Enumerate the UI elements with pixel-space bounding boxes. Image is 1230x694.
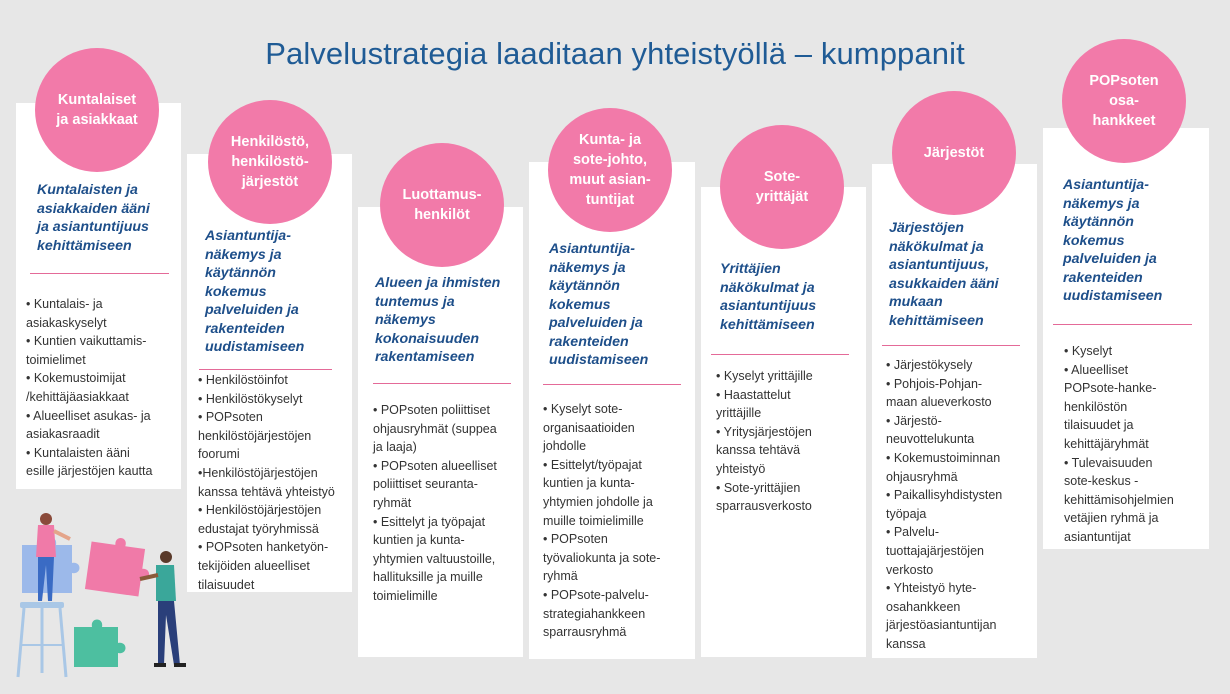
list-item: • Kokemustoiminnan ohjausryhmä <box>886 450 1001 484</box>
list-item: • Kuntien vaikuttamis- toimielimet <box>26 334 147 367</box>
list-item: • Esittelyt/työpajat kuntien ja kunta- yhtymien johdolle ja muille toimielimille <box>543 457 653 528</box>
column-circle-henkilosto: Henkilöstö, henkilöstö- järjestöt <box>208 100 332 224</box>
list-item: • Paikallisyhdistysten työpaja <box>886 488 1003 521</box>
list-item: • Kuntalais- ja asiakaskyselyt <box>26 297 107 330</box>
list-item: • Kyselyt <box>1064 344 1113 358</box>
column-heading: Järjestöjen näkökulmat ja asiantuntijuus, asukkaiden ääni mukaan kehittämiseen <box>889 220 999 329</box>
column-circle-kuntalaiset: Kuntalaiset ja asiakkaat <box>35 48 159 172</box>
column-divider <box>30 273 169 274</box>
list-item: • Esittelyt ja työpajat kuntien ja kunta- yhtymien valtuustoille, hallituksille ja muille toimielimille <box>373 514 496 603</box>
list-item: • Yritysjärjestöjen kanssa tehtävä yhteistyö <box>716 424 812 476</box>
list-item: •Henkilöstöjärjestöjen kanssa tehtävä yhteistyö <box>198 465 335 499</box>
column-circle-sote-yrittajat: Sote- yrittäjät <box>720 125 844 249</box>
puzzle-piece-pink-icon <box>85 534 154 598</box>
column-items <box>716 367 862 516</box>
list-item: • Henkilöstökyselyt <box>198 391 303 406</box>
list-item: • POPsoten henkilöstöjärjestöjen foorumi <box>198 410 312 462</box>
column-heading: Asiantuntija- näkemys ja käytännön kokemus palveluiden ja rakenteiden uudistamiseen <box>1063 177 1163 304</box>
column-circle-kunta-sote-johto: Kunta- ja sote-johto, muut asian- tuntijat <box>548 108 672 232</box>
column-items <box>26 295 179 481</box>
list-item: • Järjestökysely <box>886 358 973 372</box>
column-divider <box>373 383 511 384</box>
list-item: • POPsote-palvelu- strategiahankkeen sparrausryhmä <box>543 587 649 640</box>
page-title: Palvelustrategia laaditaan yhteistyöllä – kumppanit <box>265 36 965 71</box>
column-divider <box>1053 324 1192 325</box>
list-item: • POPsoten alueelliset poliittiset seuranta- ryhmät <box>373 458 497 510</box>
list-item: • Kyselyt sote- organisaatioiden johdolle <box>543 402 635 454</box>
list-item: • Kyselyt yrittäjille <box>716 369 813 383</box>
list-item: • Palvelu- tuottajajärjestöjen verkosto <box>886 525 984 577</box>
column-items <box>543 400 693 642</box>
list-item: • Henkilöstöinfot <box>198 373 288 387</box>
column-circle-luottamushenkilot: Luottamus- henkilöt <box>380 143 504 267</box>
list-item: • Haastattelut yrittäjille <box>716 387 791 421</box>
column-circle-popsote-osahankkeet: POPsoten osa- hankkeet <box>1062 39 1186 163</box>
list-item: • Järjestö- neuvottelukunta <box>886 413 975 447</box>
list-item: • POPsoten hanketyön- tekijöiden alueelliset tilaisuudet <box>198 540 329 592</box>
column-items <box>373 401 521 606</box>
puzzle-piece-green-icon <box>74 620 126 668</box>
puzzle-people-illustration <box>8 505 198 685</box>
man-figure-icon <box>140 551 186 667</box>
column-heading: Asiantuntija- näkemys ja käytännön kokemus palveluiden ja rakenteiden uudistamiseen <box>205 228 305 355</box>
list-item: • Kuntalaisten ääni esille järjestöjen kautta <box>26 445 153 479</box>
column-divider <box>199 369 332 370</box>
list-item: • Kokemustoimijat /kehittäjäasiakkaat <box>26 371 129 404</box>
column-divider <box>711 354 849 355</box>
list-item: • Sote-yrittäjien sparrausverkosto <box>716 480 812 514</box>
column-divider <box>882 345 1020 346</box>
list-item: • Tulevaisuuden sote-keskus - kehittämisohjelmien vetäjien ryhmä ja asiantuntijat <box>1064 455 1174 544</box>
list-item: • POPsoten työvaliokunta ja sote- ryhmä <box>543 532 661 584</box>
column-heading: Yrittäjien näkökulmat ja asiantuntijuus kehittämiseen <box>720 261 817 333</box>
list-item: • Henkilöstöjärjestöjen edustajat työryhmissä <box>198 503 322 536</box>
column-items <box>198 371 352 594</box>
column-heading: Kuntalaisten ja asiakkaiden ääni ja asiantuntijuus kehittämiseen <box>37 182 150 254</box>
stool-icon <box>18 602 66 677</box>
column-items <box>1064 342 1204 547</box>
column-heading: Asiantuntija- näkemys ja käytännön kokemus palveluiden ja rakenteiden uudistamiseen <box>549 241 649 368</box>
list-item: • Yhteistyö hyte- osahankkeen järjestöasiantuntijan kanssa <box>886 581 997 651</box>
column-circle-jarjestot: Järjestöt <box>892 91 1016 215</box>
list-item: • Pohjois-Pohjan- maan alueverkosto <box>886 376 992 410</box>
column-heading: Alueen ja ihmisten tuntemus ja näkemys kokonaisuuden rakentamiseen <box>375 275 501 365</box>
list-item: • Alueelliset asukas- ja asiakasraadit <box>26 408 151 442</box>
list-item: • POPsoten poliittiset ohjausryhmät (suppea ja laaja) <box>373 403 497 455</box>
column-items <box>886 356 1034 654</box>
column-divider <box>543 384 681 385</box>
list-item: • Alueelliset POPsote-hanke- henkilöstön tilaisuudet ja kehittäjäryhmät <box>1064 362 1157 451</box>
